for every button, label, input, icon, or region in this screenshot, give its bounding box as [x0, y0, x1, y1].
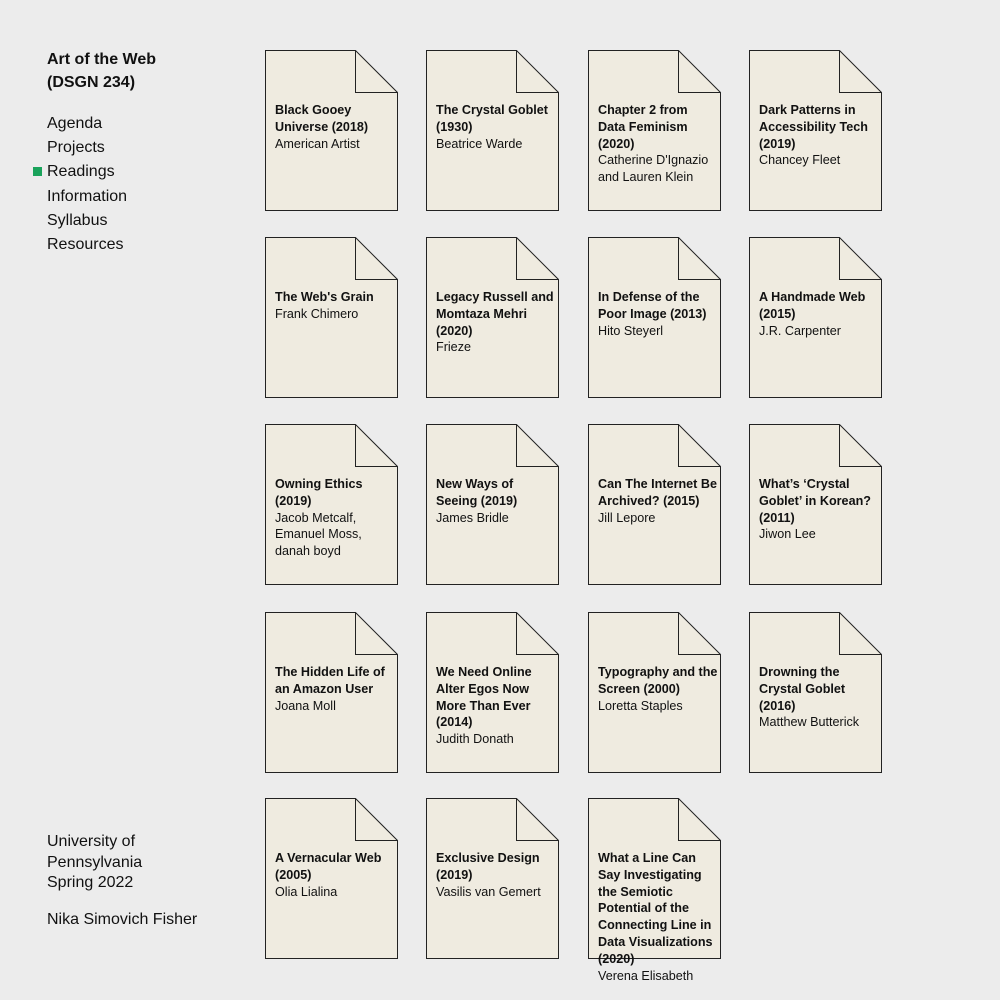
reading-card-text — [598, 850, 718, 984]
sidebar — [47, 48, 217, 257]
reading-card[interactable] — [426, 798, 559, 959]
reading-title: Owning Ethics (2019) — [275, 477, 363, 508]
reading-card-text — [598, 476, 718, 526]
reading-card[interactable] — [749, 612, 882, 773]
reading-title: The Crystal Goblet (1930) — [436, 103, 548, 134]
reading-card-text — [275, 102, 395, 152]
reading-card[interactable] — [749, 424, 882, 585]
reading-author: Frieze — [436, 340, 471, 355]
reading-title: Drowning the Crystal Goblet (2016) — [759, 665, 846, 713]
reading-title: Dark Patterns in Accessibility Tech (2019) — [759, 103, 868, 151]
course-name: Art of the Web — [47, 51, 157, 68]
reading-author: Frank Chimero — [275, 306, 359, 321]
reading-title: We Need Online Alter Egos Now More Than Ever (2014) — [436, 665, 532, 730]
reading-card-text — [598, 289, 718, 339]
reading-author: Beatrice Warde — [436, 136, 523, 151]
reading-author: Hito Steyerl — [598, 323, 664, 338]
reading-title: What a Line Can Say Investigating the Semiotic Potential of the Connecting Line in Data Visualizations (2020) — [598, 851, 713, 966]
reading-author: Joana Moll — [275, 698, 336, 713]
reading-card-text — [275, 476, 395, 560]
reading-card[interactable] — [426, 612, 559, 773]
reading-card-text — [275, 289, 395, 323]
reading-title: The Hidden Life of an Amazon User — [275, 665, 385, 696]
reading-card[interactable] — [426, 50, 559, 211]
nav-item-syllabus[interactable]: Syllabus — [47, 211, 108, 229]
university-name: University of Pennsylvania — [47, 833, 143, 871]
reading-title: Black Gooey Universe (2018) — [275, 103, 369, 134]
reading-title: Typography and the Screen (2000) — [598, 665, 718, 696]
reading-author: Vasilis van Gemert — [436, 884, 541, 899]
reading-author: Matthew Butterick — [759, 715, 860, 730]
reading-card[interactable] — [749, 50, 882, 211]
nav-item-projects[interactable]: Projects — [47, 139, 105, 157]
reading-author: Verena Elisabeth — [598, 968, 694, 983]
reading-card[interactable] — [265, 237, 398, 398]
reading-author: J.R. Carpenter — [759, 323, 841, 338]
reading-card[interactable] — [588, 612, 721, 773]
nav-item-agenda[interactable]: Agenda — [47, 115, 103, 132]
reading-title: What’s ‘Crystal Goblet’ in Korean? (2011) — [759, 477, 871, 525]
reading-card[interactable] — [588, 424, 721, 585]
term-label: Spring 2022 — [47, 874, 134, 892]
reading-card[interactable] — [588, 798, 721, 983]
reading-title: Legacy Russell and Momtaza Mehri (2020) — [436, 290, 554, 338]
reading-title: Can The Internet Be Archived? (2015) — [598, 477, 717, 508]
reading-card-text — [436, 850, 556, 900]
reading-card-text — [759, 476, 879, 543]
university-term — [47, 832, 217, 894]
reading-title: New Ways of Seeing (2019) — [436, 477, 518, 508]
reading-card-text — [598, 664, 718, 714]
reading-card[interactable] — [265, 50, 398, 211]
reading-card-text — [436, 102, 556, 152]
reading-author: Loretta Staples — [598, 698, 683, 713]
reading-card[interactable] — [265, 612, 398, 773]
main-nav — [47, 112, 217, 257]
reading-author: Olia Lialina — [275, 884, 338, 899]
reading-card-text — [598, 102, 718, 186]
reading-author: Judith Donath — [436, 732, 514, 747]
course-code: (DSGN 234) — [47, 74, 136, 91]
nav-item-resources[interactable]: Resources — [47, 236, 124, 254]
reading-author: Jacob Metcalf, Emanuel Moss, danah boyd — [275, 510, 362, 559]
reading-card[interactable] — [265, 798, 398, 959]
instructor-name: Nika Simovich Fisher — [47, 911, 198, 929]
reading-author: Jiwon Lee — [759, 527, 816, 542]
reading-card[interactable] — [588, 237, 721, 398]
reading-card-text — [436, 664, 556, 748]
reading-title: Chapter 2 from Data Feminism (2020) — [598, 103, 688, 151]
nav-item-information[interactable]: Information — [47, 187, 128, 205]
reading-card[interactable] — [265, 424, 398, 585]
reading-card[interactable] — [426, 237, 559, 398]
reading-card-text — [275, 850, 395, 900]
reading-author: Jill Lepore — [598, 510, 656, 525]
sidebar-footer — [47, 832, 217, 931]
reading-card-text — [759, 102, 879, 169]
reading-title: A Vernacular Web (2005) — [275, 851, 382, 882]
reading-title: A Handmade Web (2015) — [759, 290, 866, 321]
reading-title: The Web's Grain — [275, 290, 374, 304]
reading-card-text — [275, 664, 395, 714]
course-title[interactable] — [47, 48, 217, 94]
reading-title: In Defense of the Poor Image (2013) — [598, 290, 707, 321]
reading-card[interactable] — [749, 237, 882, 398]
reading-card-text — [436, 289, 556, 356]
reading-author: Catherine D'Ignazio and Lauren Klein — [598, 153, 709, 185]
reading-title: Exclusive Design (2019) — [436, 851, 540, 882]
reading-card[interactable] — [588, 50, 721, 211]
reading-card-text — [759, 289, 879, 339]
nav-item-readings[interactable]: Readings — [47, 160, 217, 184]
reading-card[interactable] — [426, 424, 559, 585]
reading-author: James Bridle — [436, 510, 509, 525]
reading-author: American Artist — [275, 136, 360, 151]
reading-card-text — [759, 664, 879, 731]
reading-author: Chancey Fleet — [759, 153, 841, 168]
reading-card-text — [436, 476, 556, 526]
